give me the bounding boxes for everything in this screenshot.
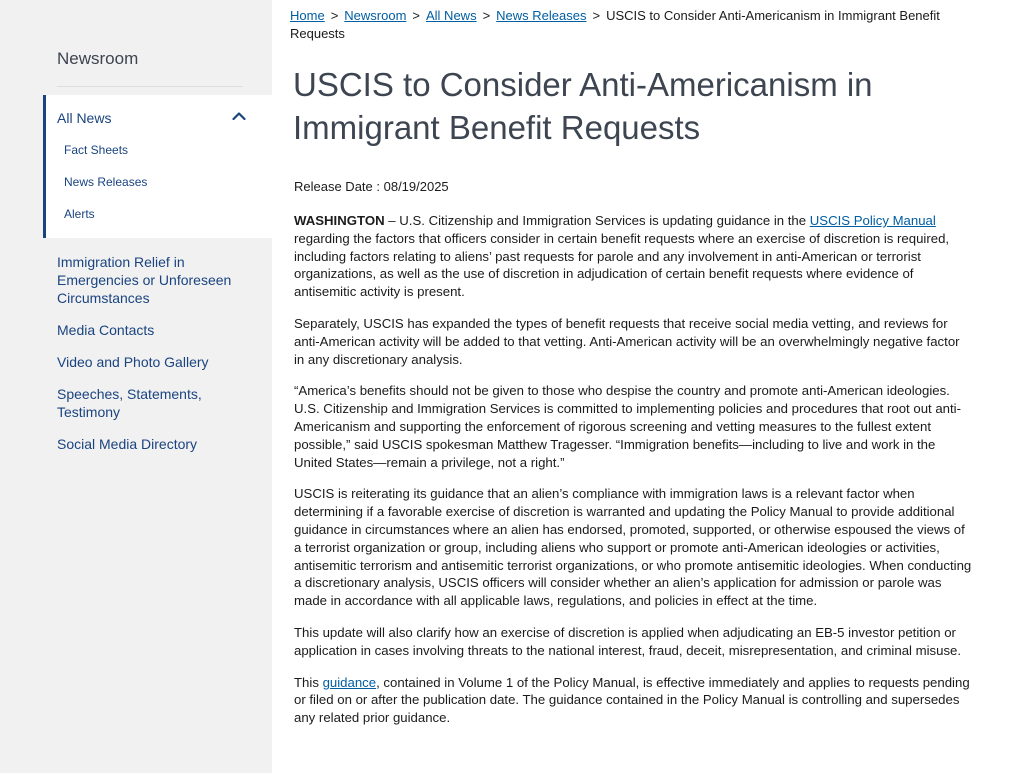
sidebar-item-immigration-relief[interactable]: Immigration Relief in Emergencies or Unforeseen Circumstances xyxy=(57,254,232,306)
breadcrumb-news-releases[interactable]: News Releases xyxy=(496,8,587,23)
paragraph-text: This xyxy=(294,674,323,690)
guidance-link[interactable]: guidance xyxy=(322,674,377,690)
release-date: Release Date : 08/19/2025 xyxy=(294,179,449,194)
sidebar-title: Newsroom xyxy=(57,49,139,68)
sidebar-item-video-photo-gallery[interactable]: Video and Photo Gallery xyxy=(57,354,209,370)
paragraph-text: – U.S. Citizenship and Immigration Services is updating guidance in the xyxy=(384,213,810,228)
chevron-up-icon[interactable] xyxy=(232,111,246,121)
sidebar-item-media-contacts[interactable]: Media Contacts xyxy=(57,322,155,338)
article-paragraph: Separately, USCIS has expanded the types of benefit requests that receive social media vetting, and reviews for anti-American activity will be added to that vetting. Anti-American activity will be an overwhelmingly negative factor in any discretionary analysis. xyxy=(294,315,960,367)
sidebar xyxy=(0,0,272,773)
sidebar-section-all-news xyxy=(43,95,272,238)
breadcrumb-separator: > xyxy=(412,8,420,23)
breadcrumb-separator: > xyxy=(330,8,339,23)
paragraph-text: , contained in Volume 1 of the Policy Manual, is effective immediately and applies to requests pending or filed on or after the publication date. The guidance contained in the Policy Manual is controlling and supersedes any related prior guidance. xyxy=(294,674,970,726)
dateline: WASHINGTON xyxy=(294,213,385,228)
breadcrumb-home[interactable]: Home xyxy=(290,8,325,23)
breadcrumb-separator: > xyxy=(592,8,601,23)
paragraph-text: regarding the factors that officers consider in certain benefit requests where an exercise of discretion is required, including factors relating to aliens’ past requests for parole and any involvement in anti-American or terrorist organizations, as well as the use of discretion in adjudication of certain benefit requests where evidence of antisemitic activity is present. xyxy=(294,230,950,300)
breadcrumb-all-news[interactable]: All News xyxy=(426,8,477,23)
article-paragraph: This update will also clarify how an exercise of discretion is applied when adjudicating an EB-5 investor petition or application in cases involving threats to the national interest, fraud, deceit, misrepresentation, and criminal misuse. xyxy=(294,624,962,658)
article-paragraph: USCIS is reiterating its guidance that an alien’s compliance with immigration laws is a relevant factor when determining if a favorable exercise of discretion is warranted and updating the Policy Manual to provide additional guidance in circumstances where an alien has endorsed, promoted, supported, or otherwise espoused the views of a terrorist organization or group, including aliens who support or promote anti-American ideologies or activities, antisemitic terrorism and antisemitic terrorist organizations, or who promote antisemitic ideologies. When conducting a discretionary analysis, USCIS officers will consider whether an alien’s application for admission or parole was made in accordance with all applicable laws, regulations, and policies in effect at the time. xyxy=(294,486,972,609)
article-paragraph: “America’s benefits should not be given to those who despise the country and promote anti-American ideologies. U.S. Citizenship and Immigration Services is committed to implementing policies and procedures that root out anti-Americanism and supporting the enforcement of rigorous screening and vetting measures to the fullest extent possible,” said USCIS spokesman Matthew Tragesser. “Immigration benefits—including to live and work in the United States—remain a privilege, not a right.” xyxy=(294,383,962,470)
sidebar-item-all-news[interactable]: All News xyxy=(57,110,112,126)
breadcrumb-current: USCIS to Consider Anti-Americanism in Immigrant Benefit Requests xyxy=(290,8,940,41)
page-title: USCIS to Consider Anti-Americanism in Immigrant Benefit Requests xyxy=(293,66,873,146)
sidebar-item-social-media-directory[interactable]: Social Media Directory xyxy=(57,436,198,452)
sidebar-divider xyxy=(57,86,243,87)
sidebar-item-alerts[interactable]: Alerts xyxy=(64,207,95,221)
article-paragraph xyxy=(294,212,972,301)
article-paragraph xyxy=(294,674,972,727)
sidebar-item-speeches[interactable]: Speeches, Statements, Testimony xyxy=(57,386,202,420)
breadcrumb-separator: > xyxy=(482,8,491,23)
article-body xyxy=(294,212,972,741)
breadcrumb xyxy=(290,7,980,43)
sidebar-item-fact-sheets[interactable]: Fact Sheets xyxy=(64,143,129,157)
sidebar-item-news-releases[interactable]: News Releases xyxy=(64,175,148,189)
policy-manual-link[interactable]: USCIS Policy Manual xyxy=(809,213,936,228)
breadcrumb-newsroom[interactable]: Newsroom xyxy=(344,8,407,23)
